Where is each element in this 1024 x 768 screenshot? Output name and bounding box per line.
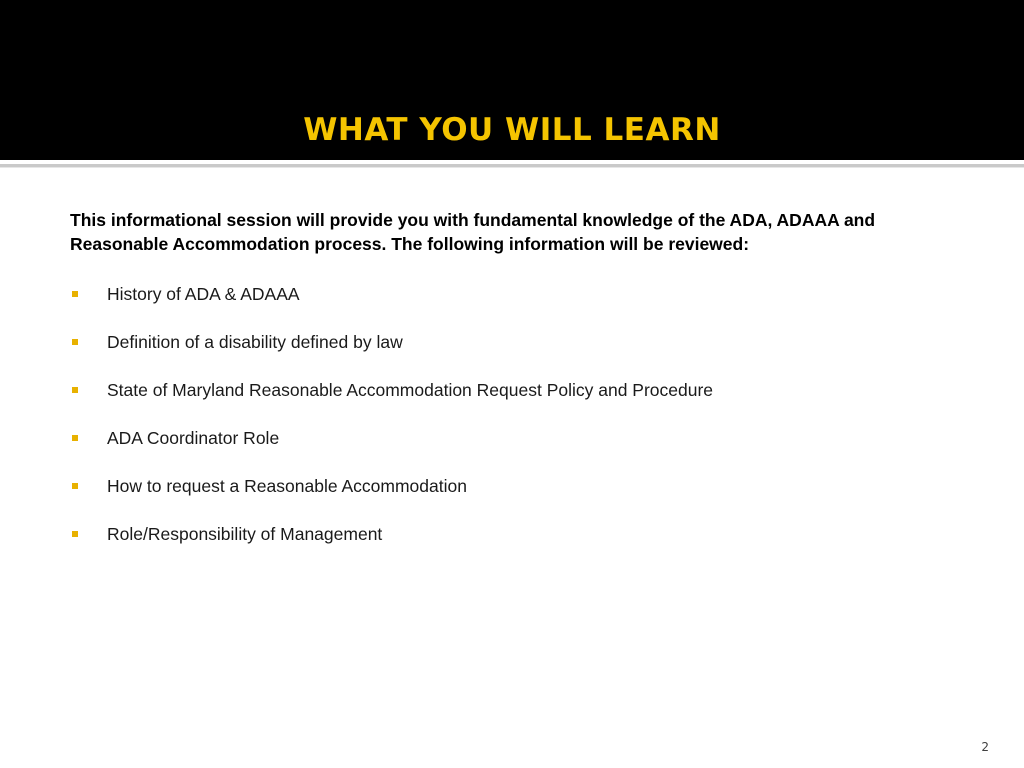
page-number: 2 [981, 740, 989, 754]
bullet-text: State of Maryland Reasonable Accommodation Request Policy and Procedure [107, 380, 714, 400]
square-bullet-icon [72, 387, 78, 393]
bullet-list [70, 282, 970, 570]
list-item [70, 378, 970, 426]
bullet-text: Role/Responsibility of Management [107, 524, 383, 544]
list-item [70, 282, 970, 330]
square-bullet-icon [72, 483, 78, 489]
bullet-text: History of ADA & ADAAA [107, 284, 300, 304]
square-bullet-icon [72, 339, 78, 345]
list-item [70, 522, 970, 570]
intro-paragraph: This informational session will provide you with fundamental knowledge of the ADA, ADAAA and Reasonable Accommodation process. The following information will be reviewed: [70, 210, 876, 254]
slide-title: WHAT YOU WILL LEARN [303, 112, 721, 148]
square-bullet-icon [72, 291, 78, 297]
list-item [70, 426, 970, 474]
list-item [70, 330, 970, 378]
bullet-text: ADA Coordinator Role [107, 428, 280, 448]
list-item [70, 474, 970, 522]
square-bullet-icon [72, 531, 78, 537]
bullet-text: Definition of a disability defined by law [107, 332, 403, 352]
bullet-text: How to request a Reasonable Accommodation [107, 476, 467, 496]
title-divider [0, 164, 1024, 168]
square-bullet-icon [72, 435, 78, 441]
